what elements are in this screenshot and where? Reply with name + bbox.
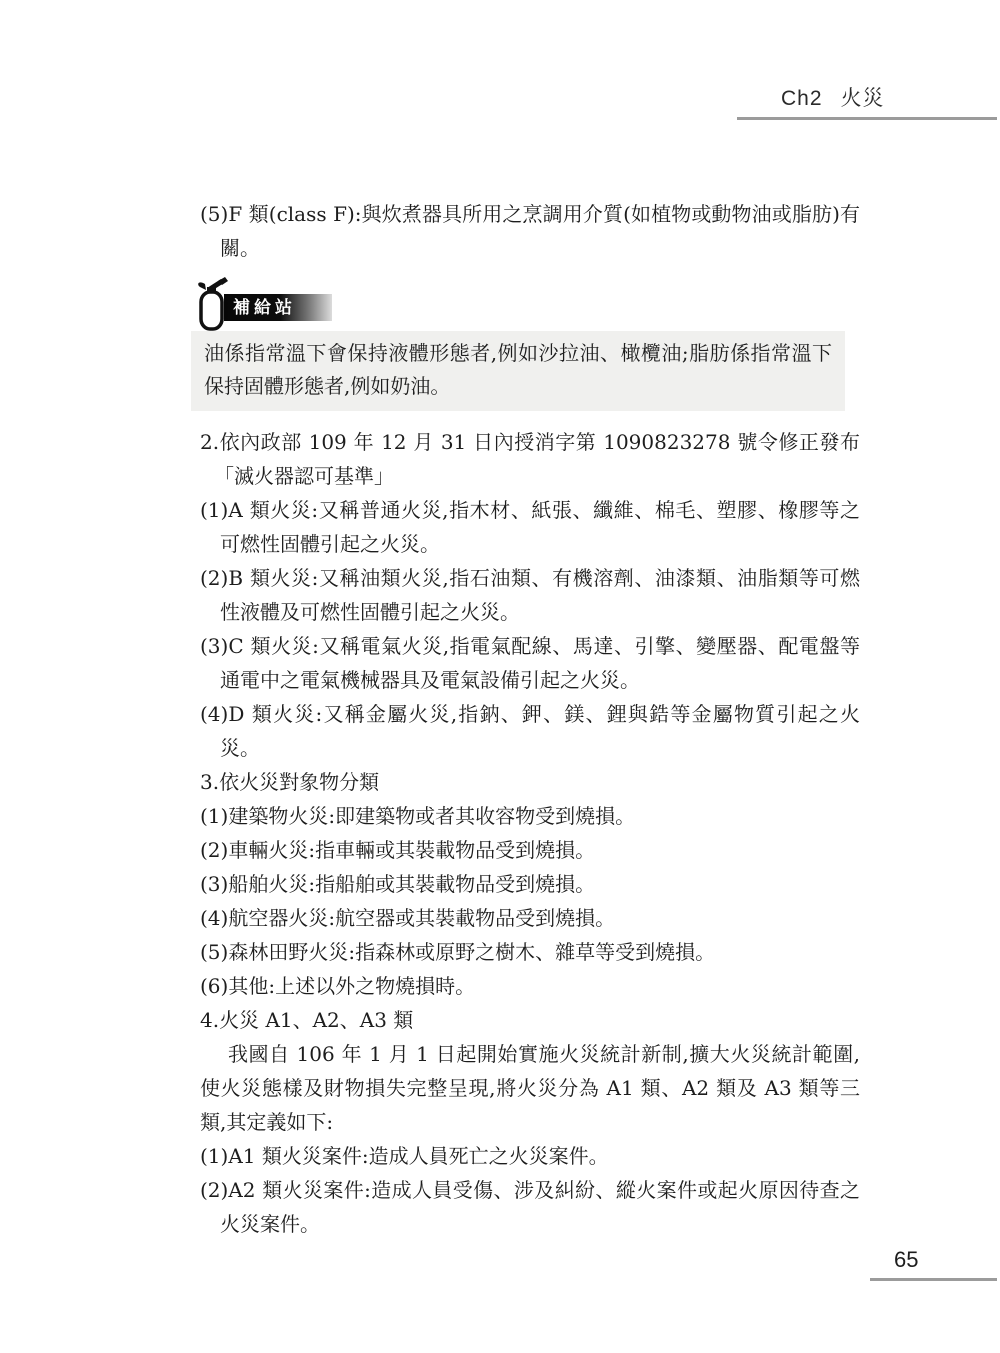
- page-number: 65: [894, 1247, 919, 1272]
- footer-rule: [870, 1278, 997, 1281]
- header-rule: [737, 117, 997, 120]
- page-header: [737, 82, 997, 120]
- list-item: (2)A2 類火災案件:造成人員受傷、涉及糾紛、縱火案件或起火原因待查之火災案件。: [200, 1178, 860, 1236]
- chapter-heading: [737, 82, 997, 112]
- list-item: (1)A 類火災:又稱普通火災,指木材、紙張、纖維、棉毛、塑膠、橡膠等之可燃性固體引起之火災。: [200, 498, 860, 556]
- list-item-class-f: (5)F 類(class F):與炊煮器具所用之烹調用介質(如植物或動物油或脂肪)有關。: [200, 202, 860, 260]
- chapter-title: 火災: [840, 87, 885, 110]
- supply-station-note: 油係指常溫下會保持液體形態者,例如沙拉油、橄欖油;脂肪係指常溫下保持固體形態者,例如奶油。: [191, 331, 845, 411]
- section-4-heading: 4.火災 A1、A2、A3 類: [200, 1008, 414, 1032]
- list-item: (4)航空器火災:航空器或其裝載物品受到燒損。: [200, 906, 616, 930]
- list-item: (3)C 類火災:又稱電氣火災,指電氣配線、馬達、引擎、變壓器、配電盤等通電中之電氣機械器具及電氣設備引起之火災。: [200, 634, 860, 692]
- section-4: [200, 1003, 860, 1241]
- badge-bar: [224, 294, 332, 321]
- page-content: [200, 197, 860, 1241]
- supply-station-badge: [194, 275, 860, 331]
- list-item: (2)B 類火災:又稱油類火災,指石油類、有機溶劑、油漆類、油脂類等可燃性液體及可燃性固體引起之火災。: [200, 566, 860, 624]
- section-3-heading: 3.依火災對象物分類: [200, 770, 380, 794]
- chapter-label: Ch2: [781, 87, 823, 110]
- page-footer: [870, 1247, 997, 1281]
- section-4-paragraph: 我國自 106 年 1 月 1 日起開始實施火災統計新制,擴大火災統計範圍,使火災態樣及財物損失完整呈現,將火災分為 A1 類、A2 類及 A3 類等三類,其定義如下:: [200, 1042, 860, 1134]
- section-3: [200, 765, 860, 1003]
- list-item: (6)其他:上述以外之物燒損時。: [200, 974, 476, 998]
- list-item: (4)D 類火災:又稱金屬火災,指鈉、鉀、鎂、鋰與鋯等金屬物質引起之火災。: [200, 702, 860, 760]
- list-item: (1)A1 類火災案件:造成人員死亡之火災案件。: [200, 1144, 609, 1168]
- list-item: (5)森林田野火災:指森林或原野之樹木、雜草等受到燒損。: [200, 940, 716, 964]
- list-item: (2)車輛火災:指車輛或其裝載物品受到燒損。: [200, 838, 596, 862]
- badge-label: 補給站: [233, 297, 296, 318]
- section-2-heading: 2.依內政部 109 年 12 月 31 日內授消字第 1090823278 號令修正發布「滅火器認可基準」: [200, 430, 860, 488]
- section-2: [200, 425, 860, 765]
- list-item: (3)船舶火災:指船舶或其裝載物品受到燒損。: [200, 872, 596, 896]
- list-item: (1)建築物火災:即建築物或者其收容物受到燒損。: [200, 804, 636, 828]
